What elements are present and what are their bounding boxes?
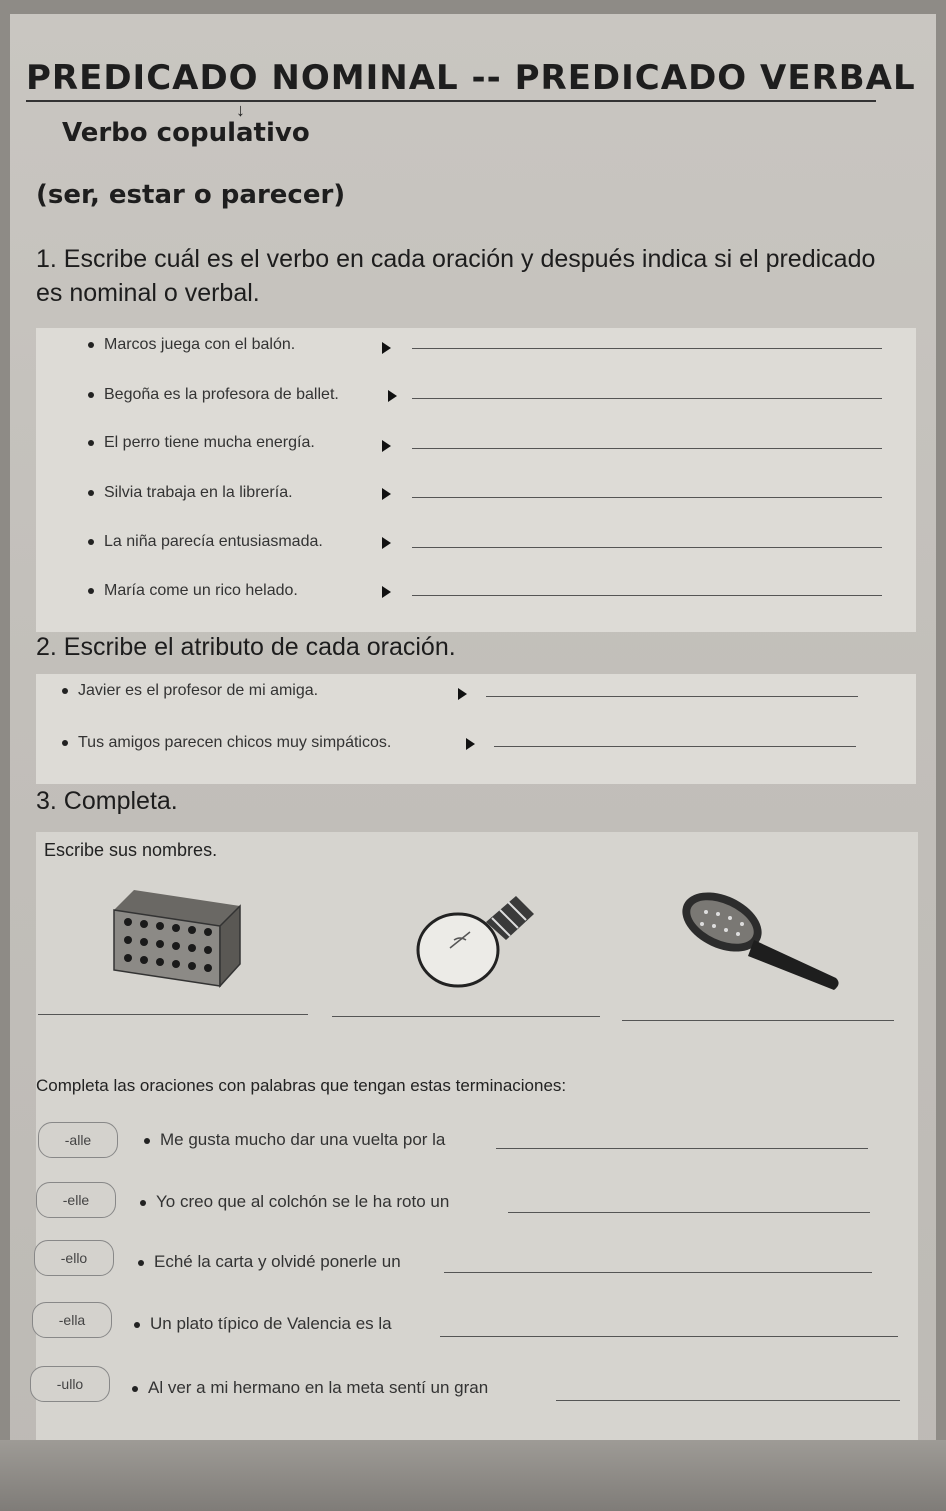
list-item — [88, 386, 339, 404]
arrow-right-icon — [382, 440, 391, 452]
brick-icon — [104, 886, 244, 990]
arrow-right-icon — [382, 488, 391, 500]
list-item — [88, 434, 315, 452]
answer-line[interactable] — [412, 595, 882, 596]
answer-line[interactable] — [508, 1212, 870, 1213]
list-item — [88, 336, 295, 354]
list-item — [88, 582, 298, 600]
names-heading: Escribe sus nombres. — [44, 840, 218, 860]
answer-line[interactable] — [412, 448, 882, 449]
exercise-1-instruction: 1. Escribe cuál es el verbo en cada oración y después indica si el predicado es nominal o verbal. — [36, 245, 876, 307]
list-item — [138, 1252, 401, 1272]
arrow-right-icon — [382, 586, 391, 598]
sentence-text: Begoña es la profesora de ballet. — [104, 386, 339, 403]
list-item — [88, 533, 323, 551]
answer-line[interactable] — [440, 1336, 898, 1337]
list-item — [88, 484, 293, 502]
list-item — [132, 1378, 488, 1398]
sentence-text: Javier es el profesor de mi amiga. — [78, 682, 319, 699]
answer-line[interactable] — [496, 1148, 868, 1149]
ending-badge: -elle — [36, 1182, 116, 1218]
arrow-down-icon: ↓ — [236, 100, 245, 120]
arrow-right-icon — [388, 390, 397, 402]
answer-line[interactable] — [412, 348, 882, 349]
sentence-text: Silvia trabaja en la librería. — [104, 484, 293, 501]
answer-line[interactable] — [412, 497, 882, 498]
answer-line[interactable] — [556, 1400, 900, 1401]
sentence-text: Marcos juega con el balón. — [104, 336, 296, 353]
answer-line[interactable] — [486, 696, 858, 697]
answer-line[interactable] — [412, 398, 882, 399]
ending-badge: -ello — [34, 1240, 114, 1276]
name-answer-line[interactable] — [38, 1014, 308, 1015]
list-item — [62, 682, 318, 700]
ending-badge: -alle — [38, 1122, 118, 1158]
list-item — [62, 734, 391, 752]
sentence-text: Un plato típico de Valencia es la — [150, 1314, 392, 1333]
answer-line[interactable] — [412, 547, 882, 548]
arrow-right-icon — [382, 342, 391, 354]
name-answer-line[interactable] — [332, 1016, 600, 1017]
page-edge-shadow — [0, 1440, 946, 1511]
ending-badge: -ullo — [30, 1366, 110, 1402]
sentence-text: Tus amigos parecen chicos muy simpáticos. — [78, 734, 392, 751]
sentence-text: La niña parecía entusiasmada. — [104, 533, 323, 550]
lightbulb-icon — [410, 888, 550, 992]
subtitle: Verbo copulativo — [62, 118, 310, 148]
answer-line[interactable] — [444, 1272, 872, 1273]
name-answer-line[interactable] — [622, 1020, 894, 1021]
list-item — [140, 1192, 449, 1212]
exercise-3-instruction: 3. Completa. — [36, 787, 178, 815]
sentence-text: Eché la carta y olvidé ponerle un — [154, 1252, 401, 1271]
list-item — [134, 1314, 392, 1334]
sentence-text: María come un rico helado. — [104, 582, 298, 599]
sentence-text: Me gusta mucho dar una vuelta por la — [160, 1130, 446, 1149]
sentence-text: Al ver a mi hermano en la meta sentí un gran — [148, 1378, 489, 1397]
arrow-right-icon — [458, 688, 467, 700]
copulative-verbs: (ser, estar o parecer) — [36, 180, 346, 210]
exercise-2-instruction: 2. Escribe el atributo de cada oración. — [36, 633, 456, 661]
sentence-text: Yo creo que al colchón se le ha roto un — [156, 1192, 450, 1211]
sentence-text: El perro tiene mucha energía. — [104, 434, 315, 451]
arrow-right-icon — [382, 537, 391, 549]
list-item — [144, 1130, 445, 1150]
ending-badge: -ella — [32, 1302, 112, 1338]
endings-heading: Completa las oraciones con palabras que tengan estas terminaciones: — [36, 1076, 567, 1095]
arrow-right-icon — [466, 738, 475, 750]
answer-line[interactable] — [494, 746, 856, 747]
page-title: PREDICADO NOMINAL -- PREDICADO VERBAL — [26, 58, 876, 102]
hairbrush-icon — [676, 886, 846, 994]
